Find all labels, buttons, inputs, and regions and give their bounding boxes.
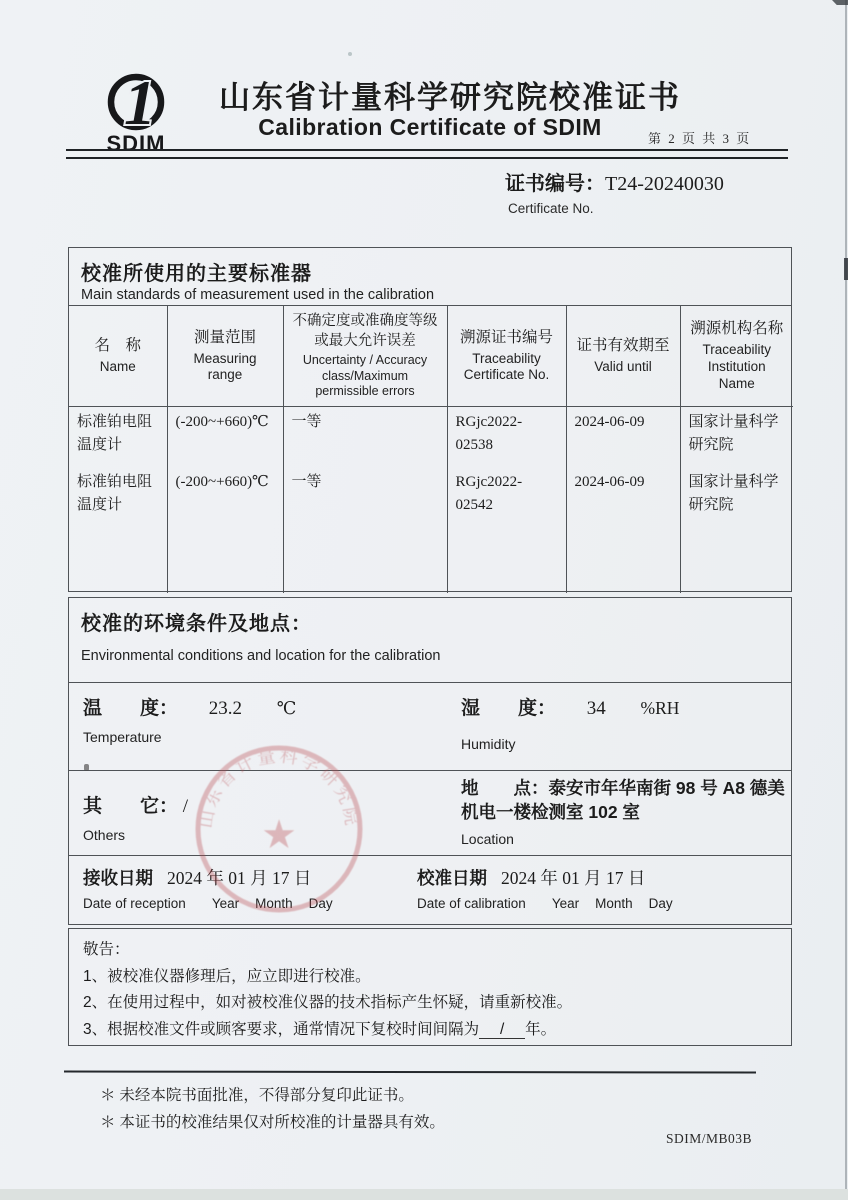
temperature-label-en: Temperature <box>83 729 162 745</box>
cell-name: 标准铂电阻温度计 <box>69 407 167 468</box>
cell-valid-until: 2024-06-09 <box>566 407 680 468</box>
reception-date-block <box>83 865 423 911</box>
cell-valid-until: 2024-06-09 <box>566 467 680 527</box>
others-location-row <box>69 771 791 856</box>
certificate-number <box>505 167 724 196</box>
footer-note: ＊ 未经本院书面批准，不得部分复印此证书。 <box>100 1087 414 1104</box>
footer-notes <box>100 1083 445 1136</box>
humidity-block <box>461 693 781 752</box>
dates-row <box>69 856 791 922</box>
table-filler-row <box>69 527 793 593</box>
cell-range: (-200~+660)℃ <box>167 467 283 527</box>
location-label-en: Location <box>461 831 514 848</box>
environment-section <box>68 597 792 925</box>
table-row <box>69 467 793 527</box>
standards-header-row <box>69 306 793 407</box>
temperature-unit: ℃ <box>276 698 297 718</box>
location-block <box>461 777 791 847</box>
cell-cert-no: RGjc2022-02542 <box>447 467 566 527</box>
standards-table <box>69 306 793 593</box>
table-row <box>69 407 793 468</box>
col-valid-until: 证书有效期至 Valid until <box>566 306 680 407</box>
cell-name: 标准铂电阻温度计 <box>69 467 167 527</box>
col-name: 名 称 Name <box>69 306 167 407</box>
sdim-logo <box>94 70 206 154</box>
location-value: 泰安市年华南街 98 号 A8 德美机电一楼检测室 102 室 <box>461 778 785 822</box>
certificate-number-label-en: Certificate No. <box>508 201 594 216</box>
environment-title <box>69 598 791 683</box>
others-block <box>83 791 413 843</box>
humidity-label: 湿 度： <box>461 698 557 719</box>
temperature-block <box>83 693 413 745</box>
col-range: 测量范围 Measuring range <box>167 306 283 407</box>
notice-item: 2、在使用过程中，如对被校准仪器的技术指标产生怀疑，请重新校准。 <box>83 994 573 1012</box>
page-subtitle-en: Calibration Certificate of SDIM <box>258 114 602 140</box>
notice-section <box>68 928 792 1046</box>
certificate-number-value: T24-20240030 <box>605 173 724 195</box>
humidity-unit: %RH <box>640 698 680 718</box>
cell-range: (-200~+660)℃ <box>167 407 283 468</box>
others-value: / <box>182 796 189 817</box>
environment-title-zh: 校准的环境条件及地点： <box>81 613 312 635</box>
footer-divider <box>64 1071 756 1074</box>
seal-star-icon: ★ <box>261 812 297 857</box>
reception-date-value: 2024 年 01 月 17 日 <box>167 868 312 888</box>
calibration-date-label: 校准日期 <box>417 868 487 888</box>
standards-title-zh: 校准所使用的主要标准器 <box>81 263 312 285</box>
scan-speck <box>348 52 352 56</box>
notice-title: 敬告： <box>83 941 130 958</box>
standards-title <box>69 248 791 306</box>
scan-edge-mark <box>844 258 848 280</box>
scan-edge-bottom <box>0 1189 848 1200</box>
reception-date-label-en: Date of reception Year Month Day <box>83 896 333 911</box>
others-label-en: Others <box>83 827 126 843</box>
cell-cert-no: RGjc2022-02538 <box>447 407 566 468</box>
col-institution: 溯源机构名称 Traceability Institution Name <box>680 306 793 407</box>
scan-edge-right <box>845 0 847 1200</box>
cell-institution: 国家计量科学研究院 <box>688 474 779 514</box>
environment-title-en: Environmental conditions and location for the calibration <box>81 648 441 664</box>
others-label: 其 它： <box>83 796 179 817</box>
review-interval-blank: / <box>479 1021 525 1039</box>
calibration-date-label-en: Date of calibration Year Month Day <box>417 896 673 911</box>
page-number: 第 2 页 共 3 页 <box>648 131 752 146</box>
col-uncertainty: 不确定度或准确度等级或最大允许误差 Uncertainty / Accuracy class/Maximum permissible errors <box>283 306 447 407</box>
notice-item: 3、根据校准文件或顾客要求，通常情况下复校时间间隔为 / 年。 <box>83 1020 557 1038</box>
conditions-row <box>69 683 791 771</box>
header-divider <box>66 149 788 159</box>
cell-accuracy: 一等 <box>283 467 447 527</box>
form-number: SDIM/MB03B <box>666 1131 753 1146</box>
scan-corner-mark <box>832 0 848 5</box>
cell-institution: 国家计量科学研究院 <box>688 414 779 454</box>
scan-speck <box>84 764 89 771</box>
calibration-date-block <box>417 865 757 911</box>
standards-section <box>68 247 792 592</box>
calibration-date-value: 2024 年 01 月 17 日 <box>501 868 646 888</box>
footer-note: ＊ 本证书的校准结果仅对所校准的计量器具有效。 <box>100 1113 445 1131</box>
col-traceability-cert: 溯源证书编号 Traceability Certificate No. <box>447 306 566 407</box>
humidity-value: 34 <box>586 698 606 719</box>
humidity-label-en: Humidity <box>461 736 516 752</box>
temperature-label: 温 度： <box>83 698 179 719</box>
temperature-value: 23.2 <box>208 698 243 719</box>
logo-text: SDIM <box>106 131 166 154</box>
certificate-number-label: 证书编号： <box>505 173 605 195</box>
notice-item: 1、被校准仪器修理后，应立即进行校准。 <box>83 967 371 985</box>
page-title: 山东省计量科学研究院校准证书 <box>219 80 681 115</box>
cell-accuracy: 一等 <box>283 407 447 468</box>
standards-title-en: Main standards of measurement used in the calibration <box>81 287 435 303</box>
reception-date-label: 接收日期 <box>83 868 153 888</box>
seal-text: 山东省计量科学研究院 <box>195 745 363 830</box>
location-label: 地 点： <box>461 778 549 798</box>
logo-digit: 1 <box>124 70 156 138</box>
